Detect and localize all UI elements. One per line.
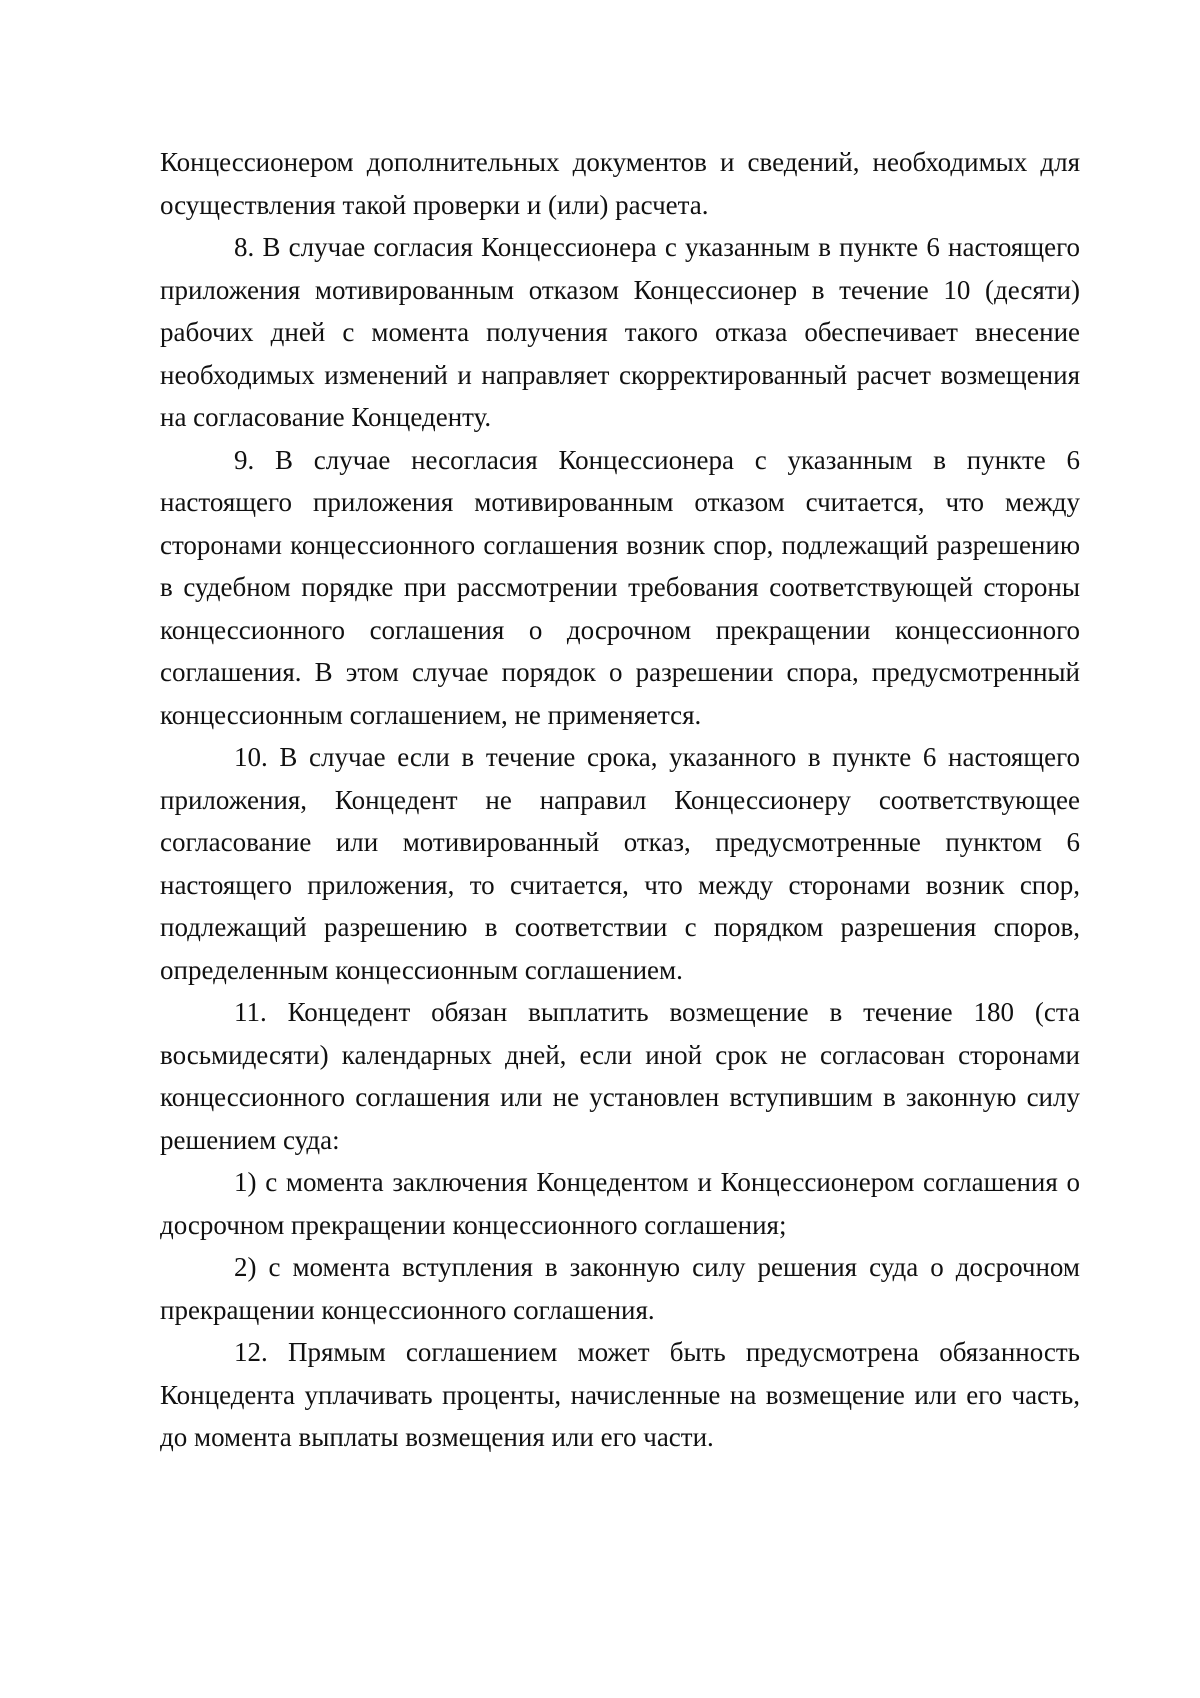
paragraph-subitem-2: 2) с момента вступления в законную силу решения суда о досрочном прекращении концессионного соглашения.	[160, 1252, 1080, 1325]
paragraph-subitem-1: 1) с момента заключения Концедентом и Концессионером соглашения о досрочном прекращении концессионного соглашения;	[160, 1167, 1080, 1240]
paragraph-item-12: 12. Прямым соглашением может быть предусмотрена обязанность Концедента уплачивать проценты, начисленные на возмещение или его часть, до момента выплаты возмещения или его части.	[160, 1337, 1080, 1452]
paragraph-item-11: 11. Концедент обязан выплатить возмещение в течение 180 (ста восьмидесяти) календарных дней, если иной срок не согласован сторонами концессионного соглашения или не установлен вступившим в законную силу решением суда:	[160, 997, 1080, 1155]
document-body	[160, 141, 1080, 1459]
paragraph-item-9: 9. В случае несогласия Концессионера с указанным в пункте 6 настоящего приложения мотивированным отказом считается, что между сторонами концессионного соглашения возник спор, подлежащий разрешению в судебном порядке при рассмотрении требования соответствующей стороны концессионного соглашения о досрочном прекращении концессионного соглашения. В этом случае порядок о разрешении спора, предусмотренный концессионным соглашением, не применяется.	[160, 444, 1080, 730]
paragraph-continuation: Концессионером дополнительных документов и сведений, необходимых для осуществления такой проверки и (или) расчета.	[160, 147, 1080, 220]
paragraph-item-10: 10. В случае если в течение срока, указанного в пункте 6 настоящего приложения, Концедент не направил Концессионеру соответствующее согласование или мотивированный отказ, предусмотренные пунктом 6 настоящего приложения, то считается, что между сторонами возник спор, подлежащий разрешению в соответствии с порядком разрешения споров, определенным концессионным соглашением.	[160, 742, 1080, 985]
paragraph-item-8: 8. В случае согласия Концессионера с указанным в пункте 6 настоящего приложения мотивированным отказом Концессионер в течение 10 (десяти) рабочих дней с момента получения такого отказа обеспечивает внесение необходимых изменений и направляет скорректированный расчет возмещения на согласование Концеденту.	[160, 232, 1080, 432]
